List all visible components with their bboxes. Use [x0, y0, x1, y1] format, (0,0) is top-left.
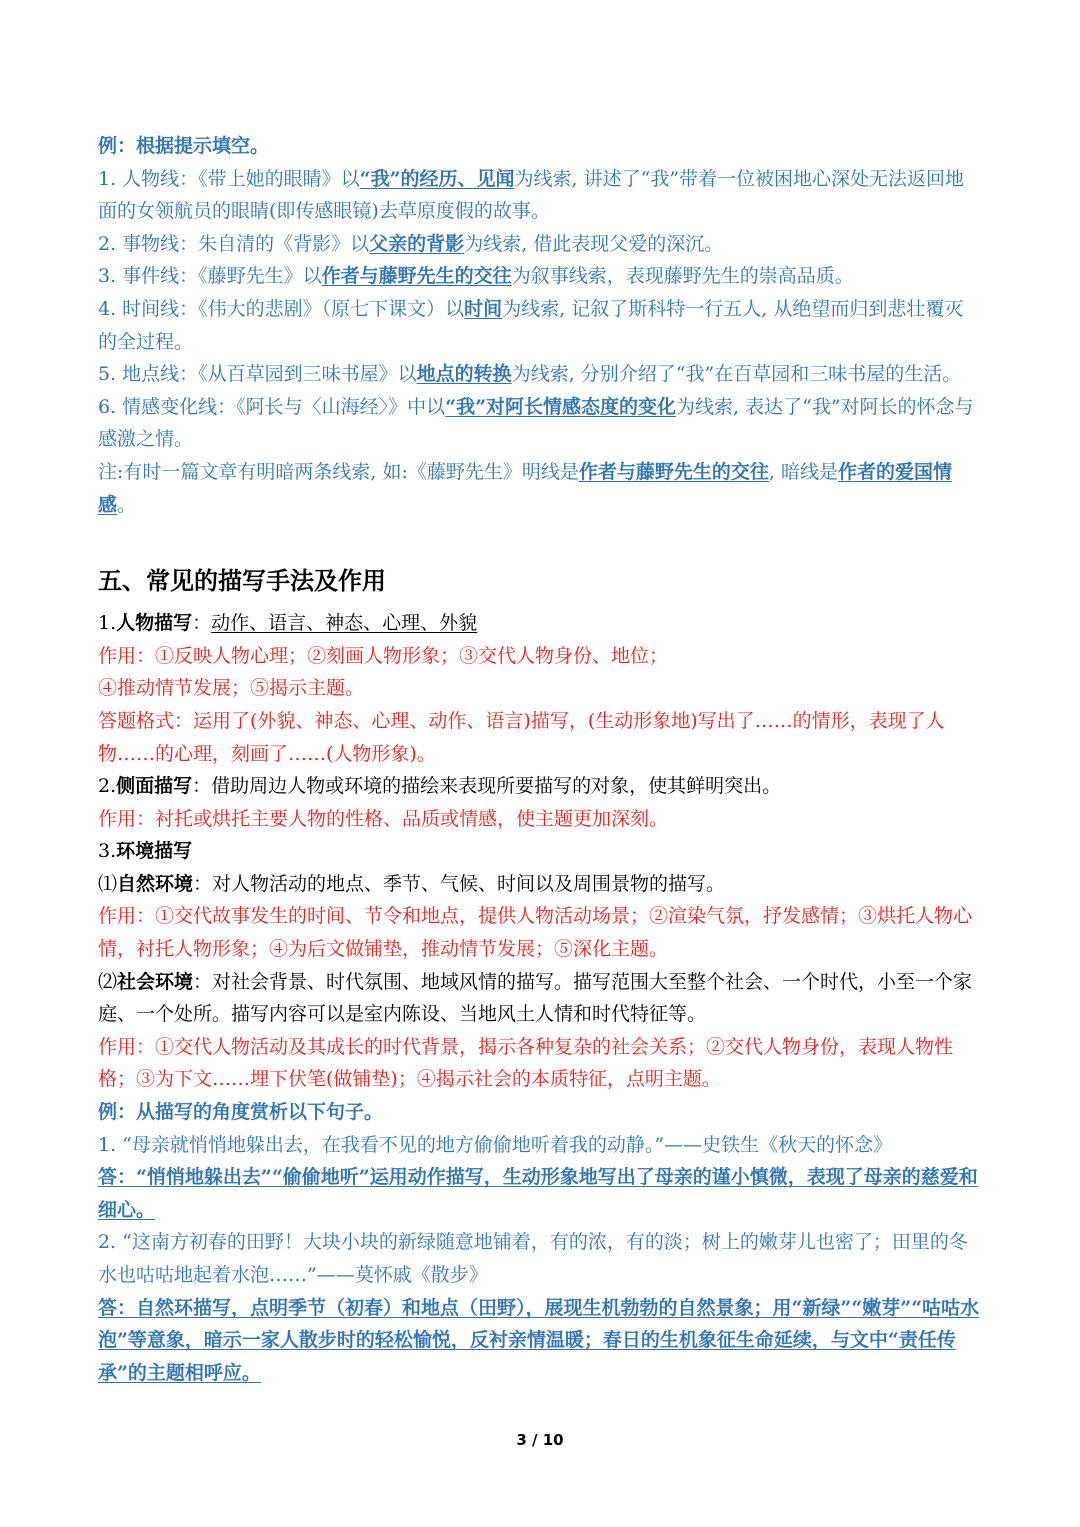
natural-environment-effect: 作用：①交代故事发生的时间、节令和地点，提供人物活动场景；②渲染气氛，抒发感情；③烘托人物心情，衬托人物形象；④为后文做铺垫，推动情节发展；⑤深化主题。	[98, 905, 973, 961]
social-environment	[98, 966, 982, 1031]
clue-note	[98, 456, 982, 521]
clue-item-4	[98, 293, 982, 358]
clue-text: 为线索, 表达了“我”对阿长的怀念与感激之情。	[98, 395, 974, 451]
natural-environment	[98, 868, 982, 901]
clue-text: 1. 人物线：《带上她的眼睛》以	[98, 167, 360, 190]
clue-text: 为线索, 讲述了“我”带着一位被困地心深处无法返回地面的女领航员的眼睛(即传感眼镜)去草原度假的故事。	[98, 167, 965, 223]
clue-text: 3. 事件线：《藤野先生》以	[98, 265, 322, 288]
item-text: ：借助周边人物或环境的描绘来表现所要描写的对象，使其鲜明突出。	[192, 775, 782, 798]
item-label: 侧面描写	[116, 775, 193, 798]
character-description	[98, 607, 982, 640]
clue-key: 地点的转换	[416, 363, 512, 386]
sub-text: ：对社会背景、时代氛围、地域风情的描写。描写范围大至整个社会、一个时代，小至一个家庭、一个处所。描写内容可以是室内陈设、当地风土人情和时代特征等。	[98, 970, 973, 1026]
item-label: 环境描写	[116, 840, 193, 863]
clue-text: 为线索, 记叙了斯科特一行五人, 从绝望而归到悲壮覆灭的全过程。	[98, 297, 964, 353]
sub-number: ⑴	[98, 872, 118, 895]
example-question-2: 2. “这南方初春的田野！大块小块的新绿随意地铺着，有的浓，有的淡；树上的嫩芽儿也密了；田里的冬水也咕咕地起着水泡……”——莫怀戚《散步》	[98, 1231, 968, 1286]
clue-text: 2. 事物线：朱自清的《背影》以	[98, 232, 370, 255]
example-answer-2: 答：自然环描写，点明季节（初春）和地点（田野），展现生机勃勃的自然景象；用“新绿”“嫩芽”“咕咕水泡”等意象，暗示一家人散步时的轻松愉悦，反衬亲情温暖；春日的生机象征生命延续，与文中“责任传承”的主题相呼应。	[98, 1296, 980, 1384]
sub-label: 社会环境	[117, 970, 194, 993]
clue-key: “我”的经历、见闻	[359, 167, 515, 190]
clue-item-2	[98, 228, 982, 261]
clue-text: 6. 情感变化线：《阿长与〈山海经〉》中以	[98, 395, 446, 418]
clue-item-3	[98, 260, 982, 293]
character-types: 动作、语言、神态、心理、外貌	[211, 612, 478, 635]
character-effect-2: ④推动情节发展；⑤揭示主题。	[98, 677, 365, 700]
clue-text: 为线索, 借此表现父爱的深沉。	[464, 232, 724, 255]
side-effect: 作用：衬托或烘托主要人物的性格、品质或情感，使主题更加深刻。	[98, 807, 669, 830]
item-number: 2.	[98, 775, 117, 798]
sub-text: ：对人物活动的地点、季节、气候、时间以及周围景物的描写。	[193, 872, 726, 895]
clue-text: 4. 时间线：《伟大的悲剧》（原七下课文）以	[98, 297, 465, 320]
note-key-hidden: 作者的爱国情感	[98, 460, 953, 516]
note-key-open: 作者与藤野先生的交往	[578, 460, 769, 483]
character-effect-1: 作用：①反映人物心理；②刻画人物形象；③交代人物身份、地位；	[98, 644, 669, 667]
item-label: 人物描写	[116, 612, 193, 635]
clue-key: 作者与藤野先生的交往	[321, 265, 512, 288]
item-number: 1.	[98, 612, 117, 635]
example-answer-1: 答：“悄悄地躲出去”“偷偷地听”运用动作描写，生动形象地写出了母亲的谨小慎微，表现了母亲的慈爱和细心。	[98, 1166, 978, 1221]
character-answer-format: 答题格式：运用了(外貌、神态、心理、动作、语言)描写，(生动形象地)写出了……的情形，表现了人物……的心理，刻画了……(人物形象)。	[98, 709, 945, 765]
clue-text: 为叙事线索，表现藤野先生的崇高品质。	[511, 265, 854, 288]
clue-item-5	[98, 358, 982, 391]
note-text: 。	[117, 493, 137, 516]
clue-item-1	[98, 163, 982, 228]
item-colon: ：	[192, 612, 212, 635]
sub-label: 自然环境	[117, 872, 194, 895]
item-number: 3.	[98, 840, 117, 863]
clue-text: 为线索, 分别介绍了“我”在百草园和三味书屋的生活。	[511, 363, 962, 386]
clue-example-heading: 例：根据提示填空。	[98, 135, 270, 157]
sub-number: ⑵	[98, 970, 118, 993]
note-text: 注:有时一篇文章有明暗两条线索, 如:《藤野先生》明线是	[98, 460, 579, 483]
page-content	[98, 130, 982, 1389]
example-question-1: 1. “母亲就悄悄地躲出去，在我看不见的地方偷偷地听着我的动静。”——史铁生《秋天的怀念》	[98, 1133, 893, 1156]
clue-item-6	[98, 391, 982, 456]
clue-key: 时间	[464, 297, 503, 320]
clue-text: 5. 地点线：《从百草园到三味书屋》以	[98, 363, 417, 386]
environment-description	[98, 835, 982, 868]
clue-key: “我”对阿长情感态度的变化	[445, 395, 677, 418]
clue-key: 父亲的背影	[369, 232, 465, 255]
social-environment-effect: 作用：①交代人物活动及其成长的时代背景，揭示各种复杂的社会关系；②交代人物身份，表现人物性格；③为下文……埋下伏笔(做铺垫)；④揭示社会的本质特征，点明主题。	[98, 1035, 954, 1091]
note-text: , 暗线是	[768, 460, 838, 483]
page-number: 3 / 10	[516, 1431, 564, 1449]
side-description	[98, 770, 982, 803]
section-title: 五、常见的描写手法及作用	[98, 567, 386, 596]
analysis-example-heading: 例：从描写的角度赏析以下句子。	[98, 1101, 384, 1124]
